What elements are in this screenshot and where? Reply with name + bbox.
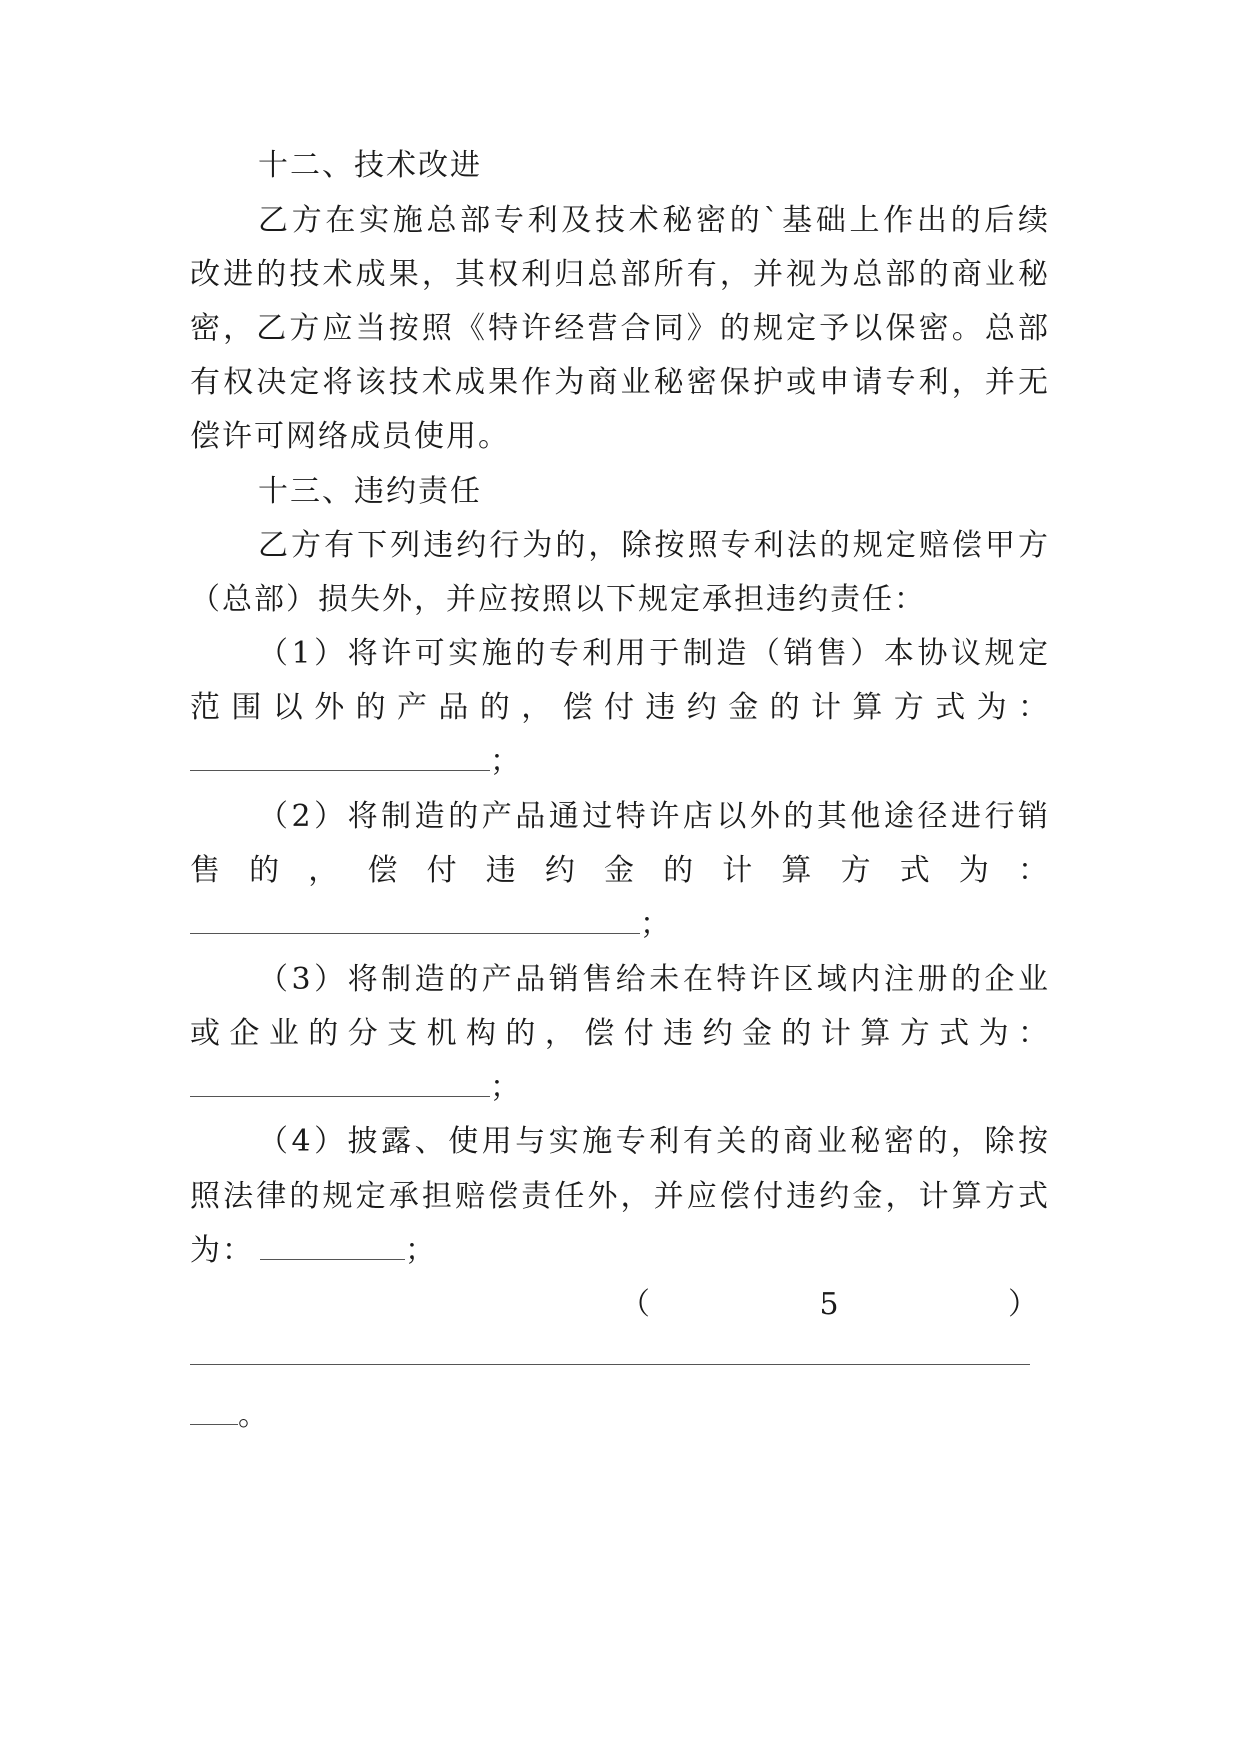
fill-in-blank bbox=[190, 1396, 238, 1425]
clause-4-blank-line bbox=[190, 1231, 1050, 1271]
clause-3-blank-line bbox=[190, 1068, 1050, 1108]
semicolon: ； bbox=[640, 907, 672, 942]
clause-5-label: （5） bbox=[620, 1287, 1040, 1322]
paragraph-line: 密，乙方应当按照《特许经营合同》的规定予以保密。总部 bbox=[190, 311, 1050, 346]
clause-4-line: （4）披露、使用与实施专利有关的商业秘密的，除按 bbox=[258, 1124, 1050, 1159]
fill-in-blank bbox=[190, 742, 490, 771]
section-heading-13: 十三、违约责任 bbox=[258, 474, 482, 509]
clause-1-blank-line bbox=[190, 742, 1050, 782]
period: 。 bbox=[238, 1398, 270, 1433]
paragraph-line: 有权决定将该技术成果作为商业秘密保护或申请专利，并无 bbox=[190, 365, 1050, 400]
clause-1-line: 范围以外的产品的，偿付违约金的计算方式为： bbox=[190, 690, 1050, 725]
paragraph-line: 改进的技术成果，其权利归总部所有，并视为总部的商业秘 bbox=[190, 257, 1050, 292]
paragraph-line: 乙方有下列违约行为的，除按照专利法的规定赔偿甲方 bbox=[258, 528, 1050, 563]
paragraph-line: （总部）损失外，并应按照以下规定承担违约责任： bbox=[190, 582, 926, 617]
clause-4-line: 照法律的规定承担赔偿责任外，并应偿付违约金，计算方式 bbox=[190, 1179, 1050, 1214]
clause-4-label: 为： bbox=[190, 1233, 254, 1268]
clause-2-blank-line bbox=[190, 905, 1050, 945]
clause-5-end-line bbox=[190, 1396, 1050, 1436]
fill-in-blank bbox=[190, 1068, 490, 1097]
section-heading-12: 十二、技术改进 bbox=[258, 148, 482, 183]
clause-1-line: （1）将许可实施的专利用于制造（销售）本协议规定 bbox=[258, 636, 1050, 671]
paragraph-line: 偿许可网络成员使用。 bbox=[190, 419, 510, 454]
paragraph-line: 乙方在实施总部专利及技术秘密的`基础上作出的后续 bbox=[258, 203, 1050, 238]
semicolon: ； bbox=[405, 1233, 437, 1268]
clause-2-line: 售的，偿付违约金的计算方式为： bbox=[190, 853, 1050, 888]
clause-2-line: （2）将制造的产品通过特许店以外的其他途径进行销 bbox=[258, 799, 1050, 834]
semicolon: ； bbox=[490, 1070, 522, 1105]
clause-3-line: 或企业的分支机构的，偿付违约金的计算方式为： bbox=[190, 1016, 1050, 1051]
semicolon: ； bbox=[490, 744, 522, 779]
fill-in-blank bbox=[190, 905, 640, 934]
clause-3-line: （3）将制造的产品销售给未在特许区域内注册的企业 bbox=[258, 962, 1050, 997]
fill-in-blank bbox=[260, 1231, 405, 1260]
clause-5-long-blank bbox=[190, 1364, 1030, 1365]
